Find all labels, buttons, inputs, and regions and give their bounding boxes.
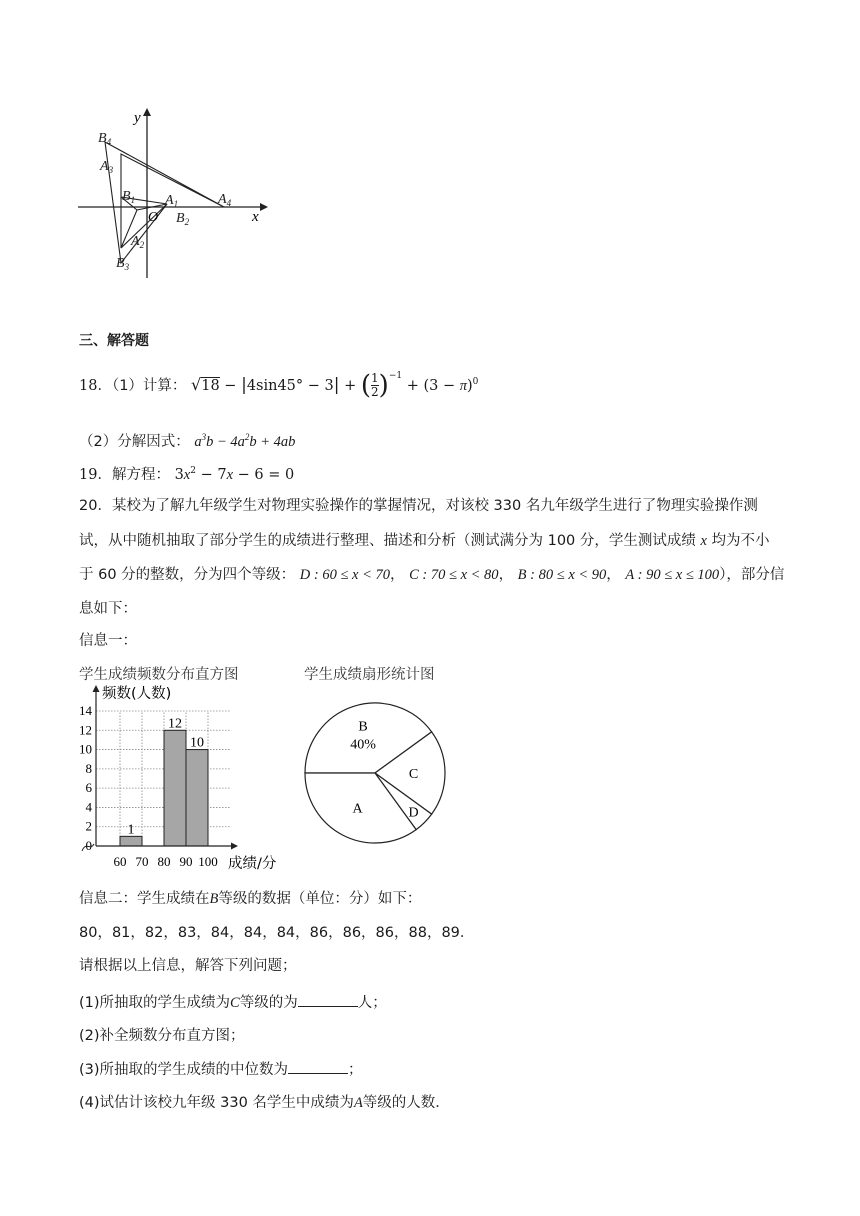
axis-label-x: x — [252, 209, 259, 225]
q20-line2 — [79, 531, 770, 551]
q19-label: 解方程： — [111, 466, 170, 483]
hist-x-arrow — [231, 843, 238, 850]
sub3-a: (3)所抽取的学生成绩的中位数为 — [79, 1062, 289, 1078]
b-grade-data: 80，81，82，83，84，84，84，86，86，86，88，89． — [79, 925, 475, 941]
answer-blank-1[interactable] — [298, 992, 358, 1007]
label-a4: $A_4$ — [218, 192, 232, 208]
q18-part1-label: （1）计算： — [111, 377, 187, 394]
hist-x-tick: 100 — [198, 854, 218, 869]
label-a2: $A_2$ — [131, 234, 145, 250]
grade-a: A : 90 ≤ x ≤ 100 — [625, 567, 720, 583]
q18-part2-expr: $a^3b - 4a^2b + 4ab$ — [194, 432, 296, 450]
pie-title: 学生成绩扇形统计图 — [304, 667, 435, 683]
q18-part2 — [79, 427, 295, 452]
sub4-b: 等级的人数． — [362, 1095, 450, 1111]
hist-x-tick: 90 — [179, 854, 193, 869]
info2 — [79, 889, 421, 909]
q20-line2-var: x — [700, 533, 707, 549]
histogram-title: 学生成绩频数分布直方图 — [79, 667, 239, 683]
q20-line3b: ），部分信 — [719, 567, 785, 583]
hist-y-tick: 0 — [85, 838, 92, 853]
q18-part1-expr: √18 − |4sin45° − 3| + ( $\frac{1}{2}$ )$^{-1} + (3 - \pi)^0$ — [191, 370, 479, 401]
pie-slice-label: C — [408, 767, 419, 782]
axis-label-y: y — [134, 110, 141, 126]
q19-expr: $3x^2 - 7x - 6 = 0$ — [174, 466, 295, 483]
hist-y-tick: 6 — [85, 780, 92, 796]
sub1-var: C — [230, 995, 240, 1011]
hist-x-tick: 60 — [113, 854, 127, 869]
q18-part1 — [79, 372, 478, 399]
hist-bar — [164, 730, 186, 846]
pie-slice-label: A — [352, 801, 363, 817]
label-b4: $B_4$ — [98, 131, 112, 147]
hist-y-tick: 2 — [85, 818, 92, 834]
grade-d: D : 60 ≤ x < 70 — [299, 567, 391, 583]
pie-slice-label: D — [408, 805, 419, 821]
sub1-b: 等级的为 — [239, 995, 298, 1011]
label-b3: $B_3$ — [116, 256, 130, 272]
info2-b: 等级的数据（单位：分）如下： — [218, 891, 422, 907]
q20-line1 — [79, 496, 758, 516]
y-axis-arrow — [143, 108, 151, 116]
x-axis-arrow — [260, 203, 268, 211]
section-heading: 三、解答题 — [79, 333, 149, 349]
q20-line1-text: 某校为了解九年级学生对物理实验操作的掌握情况，对该校 330 名九年级学生进行了物理实验操作测 — [111, 498, 758, 514]
label-b2: $B_2$ — [176, 211, 190, 227]
pie-slice-label: B — [358, 719, 368, 735]
q20-line3a: 于 60 分的整数，分为四个等级： — [79, 567, 296, 583]
grade-c: C : 70 ≤ x < 80 — [409, 567, 499, 583]
q20-line3: 于 60 分的整数，分为四个等级： D : 60 ≤ x < 70， C : 70 ≤ x < 80， B : 80 ≤ x < 90， A : 90 ≤ x ≤ 100），部分信 — [79, 567, 785, 583]
hist-x-tick: 70 — [135, 854, 149, 869]
hist-bar — [120, 836, 142, 846]
sub-question-2: (2)补全频数分布直方图； — [79, 1028, 245, 1044]
hist-bar — [186, 750, 208, 846]
sub-question-4 — [79, 1093, 450, 1113]
sub4-a: (4)试估计该校九年级 330 名学生中成绩为 — [79, 1095, 354, 1111]
q19-number: 19． — [79, 466, 112, 483]
sub3-b: ； — [348, 1062, 363, 1078]
q20-number: 20． — [79, 498, 112, 514]
q20-line2a: 试，从中随机抽取了部分学生的成绩进行整理、描述和分析（测试满分为 100 分，学生测试成绩 — [79, 533, 696, 549]
coordinate-figure — [70, 100, 280, 285]
hist-bar-label: 12 — [168, 716, 182, 732]
q18-part2-label: （2）分解因式： — [79, 433, 190, 450]
pie-slice-percent: 40% — [350, 737, 376, 753]
label-a1: $A_1$ — [165, 193, 179, 209]
q20-line4: 息如下： — [79, 601, 137, 617]
hist-ylabel: 频数(人数) — [102, 686, 172, 702]
sub4-var: A — [353, 1095, 363, 1111]
hist-xlabel: 成绩/分 — [228, 856, 277, 872]
sub-question-1 — [79, 992, 387, 1013]
info2-a: 信息二：学生成绩在 — [79, 891, 210, 907]
info2-var: B — [209, 891, 219, 907]
hist-y-tick: 4 — [85, 799, 92, 815]
hist-y-arrow — [93, 685, 100, 692]
hist-bar-label: 1 — [127, 822, 135, 838]
hist-bar-label: 10 — [190, 735, 204, 751]
hist-y-tick: 12 — [79, 722, 92, 738]
origin-label: O — [148, 210, 159, 225]
info1-label: 信息一： — [79, 633, 137, 649]
sub1-a: (1)所抽取的学生成绩为 — [79, 995, 231, 1011]
q20-line2b: 均为不小 — [706, 533, 770, 549]
prompt: 请根据以上信息，解答下列问题； — [79, 958, 297, 974]
q18-number: 18． — [79, 377, 112, 394]
sub1-c: 人； — [357, 995, 387, 1011]
q19 — [79, 461, 294, 485]
hist-y-tick: 14 — [79, 703, 92, 718]
hist-x-tick: 80 — [157, 854, 171, 869]
hist-y-tick: 10 — [79, 741, 92, 757]
pie-chart — [300, 698, 450, 848]
hist-y-tick: 8 — [85, 760, 92, 776]
grade-b: B : 80 ≤ x < 90 — [517, 567, 607, 583]
answer-blank-3[interactable] — [288, 1059, 348, 1074]
label-b1: $B_1$ — [122, 189, 136, 205]
histogram — [76, 682, 296, 874]
label-a3: $A_3$ — [100, 159, 114, 175]
sub-question-3 — [79, 1059, 363, 1080]
